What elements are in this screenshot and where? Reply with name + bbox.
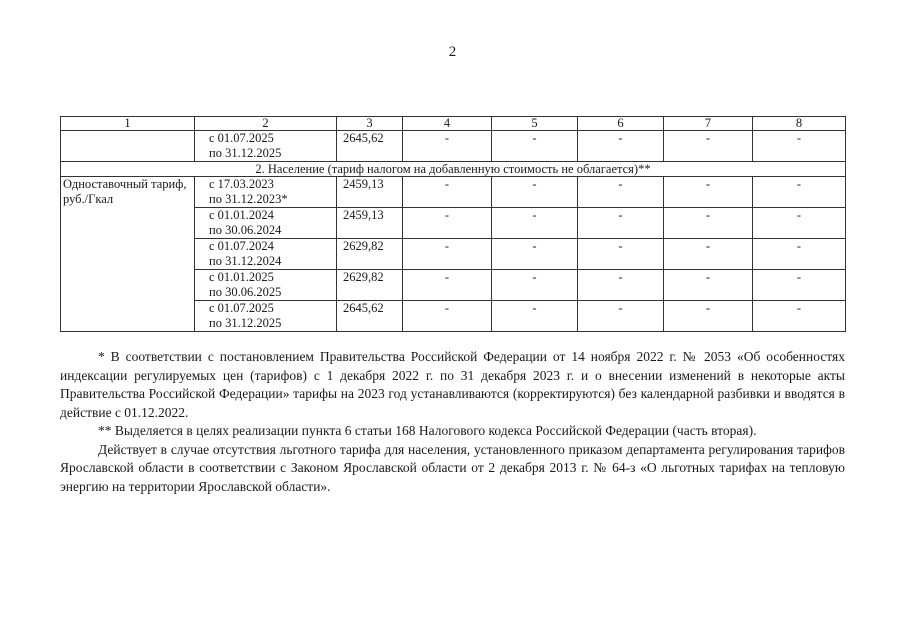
period-cell: с 01.07.2024 по 31.12.2024 — [195, 239, 337, 270]
empty-cell: - — [753, 239, 846, 270]
empty-cell: - — [403, 239, 492, 270]
empty-cell: - — [753, 177, 846, 208]
empty-cell: - — [753, 270, 846, 301]
header-cell: 1 — [61, 117, 195, 131]
tariff-value: 2629,82 — [337, 239, 403, 270]
empty-cell: - — [578, 301, 664, 332]
period-cell: с 01.07.2025 по 31.12.2025 — [195, 301, 337, 332]
empty-cell: - — [664, 177, 753, 208]
footnotes — [60, 348, 845, 496]
empty-cell: - — [492, 270, 578, 301]
period-cell: с 01.01.2024 по 30.06.2024 — [195, 208, 337, 239]
footnote-1: * В соответствии с постановлением Правительства Российской Федерации от 14 ноября 2022 г. № 2053 «Об особенностях индексации регулируемых цен (тарифов) с 1 декабря 2022 г. по 31 декабря 2023 г. и о внесении изменений в некоторые акты Правительства Российской Федерации» тарифы на 2023 год устанавливаются (корректируются) без календарной разбивки и вводятся в действие с 01.12.2022. — [60, 349, 845, 420]
empty-cell: - — [578, 177, 664, 208]
empty-cell: - — [664, 301, 753, 332]
empty-cell: - — [492, 301, 578, 332]
tariff-value: 2629,82 — [337, 270, 403, 301]
empty-cell: - — [578, 270, 664, 301]
section-title: 2. Население (тариф налогом на добавленную стоимость не облагается)** — [61, 162, 846, 177]
tariff-value: 2459,13 — [337, 208, 403, 239]
tariff-value: 2459,13 — [337, 177, 403, 208]
empty-cell: - — [403, 177, 492, 208]
empty-cell: - — [403, 301, 492, 332]
param-label: Одноставочный тариф, руб./Гкал — [61, 177, 195, 332]
empty-cell: - — [578, 131, 664, 162]
header-cell: 3 — [337, 117, 403, 131]
empty-cell: - — [753, 208, 846, 239]
tariff-value: 2645,62 — [337, 301, 403, 332]
header-cell: 5 — [492, 117, 578, 131]
footnote-3: Действует в случае отсутствия льготного тарифа для населения, установленного приказом департамента регулирования тарифов Ярославской области в соответствии с Законом Ярославской области от 2 декабря 2013 г. № 64-з «О льготных тарифах на тепловую энергию на территории Ярославской области». — [60, 441, 845, 494]
empty-cell: - — [664, 208, 753, 239]
empty-cell: - — [403, 131, 492, 162]
page-number: 2 — [448, 44, 457, 60]
empty-cell: - — [578, 239, 664, 270]
param-cell — [61, 131, 195, 162]
header-cell: 7 — [664, 117, 753, 131]
period-cell: с 01.01.2025 по 30.06.2025 — [195, 270, 337, 301]
header-cell: 6 — [578, 117, 664, 131]
empty-cell: - — [578, 208, 664, 239]
section-title-row — [61, 162, 846, 177]
header-cell: 2 — [195, 117, 337, 131]
header-cell: 4 — [403, 117, 492, 131]
tariff-table — [60, 116, 846, 332]
empty-cell: - — [753, 301, 846, 332]
table-row — [61, 177, 846, 208]
empty-cell: - — [492, 177, 578, 208]
tariff-value: 2645,62 — [337, 131, 403, 162]
empty-cell: - — [664, 239, 753, 270]
period-cell: с 01.07.2025 по 31.12.2025 — [195, 131, 337, 162]
empty-cell: - — [403, 208, 492, 239]
empty-cell: - — [753, 131, 846, 162]
empty-cell: - — [664, 131, 753, 162]
empty-cell: - — [492, 131, 578, 162]
header-cell: 8 — [753, 117, 846, 131]
table-row — [61, 131, 846, 162]
empty-cell: - — [492, 208, 578, 239]
period-cell: с 17.03.2023 по 31.12.2023* — [195, 177, 337, 208]
footnote-2: ** Выделяется в целях реализации пункта 6 статьи 168 Налогового кодекса Российской Федерации (часть вторая). — [98, 423, 757, 438]
empty-cell: - — [664, 270, 753, 301]
empty-cell: - — [492, 239, 578, 270]
table-header-row — [61, 117, 846, 131]
empty-cell: - — [403, 270, 492, 301]
